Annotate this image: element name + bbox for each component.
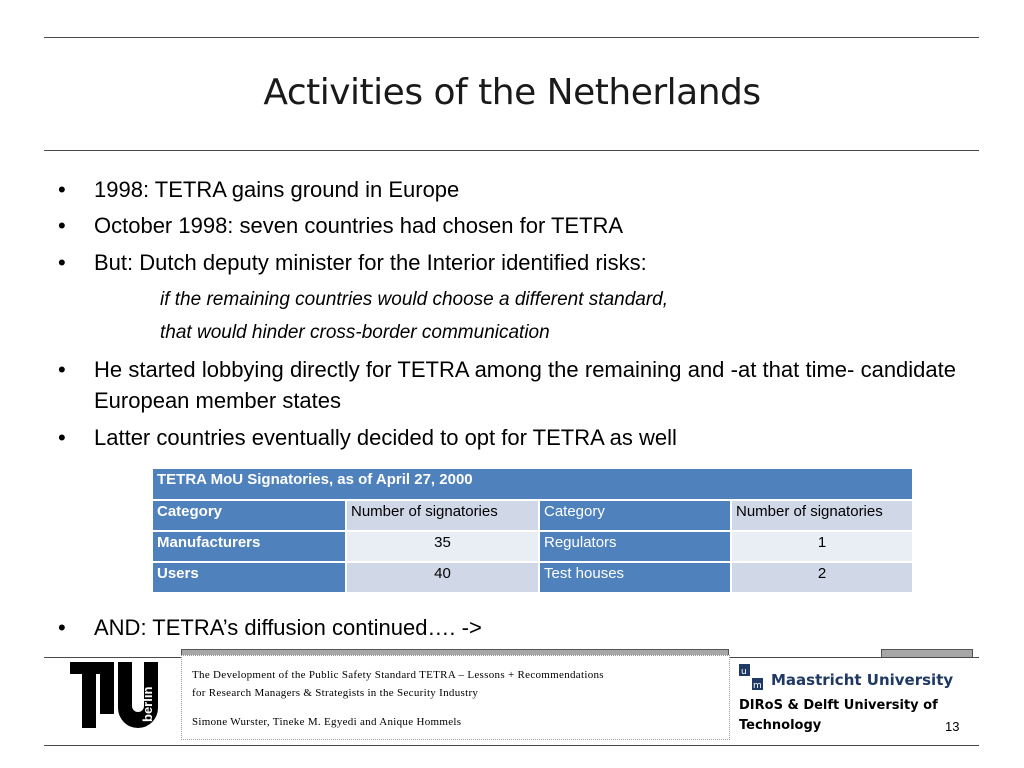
footer-title-line: for Research Managers & Strategists in the Security Industry — [192, 687, 479, 699]
title-rule — [44, 150, 979, 151]
table-row — [152, 562, 913, 593]
table-header-row — [152, 500, 913, 531]
signatories-table — [151, 467, 914, 594]
bullet-text: 1998: TETRA gains ground in Europe — [94, 177, 460, 202]
slide-title: Activities of the Netherlands — [263, 72, 761, 113]
table-row — [152, 531, 913, 562]
bullet-dot: • — [58, 213, 66, 238]
bullet-dot: • — [58, 615, 66, 640]
bullet-dot: • — [58, 177, 66, 202]
footer-title-line: The Development of the Public Safety Standard TETRA – Lessons + Recommendations — [192, 669, 604, 681]
footer-bottom-rule — [44, 745, 979, 746]
table-caption: TETRA MoU Signatories, as of April 27, 2000 — [152, 468, 913, 500]
svg-text:m: m — [753, 681, 762, 690]
table-header-cell: Number of signatories — [346, 500, 539, 531]
affiliation: DIRoS & Delft University of Technology — [739, 698, 938, 733]
top-rule — [44, 37, 979, 38]
bullet-dot: • — [58, 250, 66, 275]
bullet-dot: • — [58, 357, 66, 382]
table-cell: Users — [152, 562, 346, 593]
table-cell: 1 — [731, 531, 913, 562]
maastricht-logo-icon — [739, 664, 763, 690]
italic-note: that would hinder cross-border communication — [160, 322, 550, 343]
table-header-cell: Category — [152, 500, 346, 531]
table-cell: Regulators — [539, 531, 731, 562]
table-caption-row — [152, 468, 913, 500]
footer-tab — [881, 649, 973, 657]
table-header-cell: Number of signatories — [731, 500, 913, 531]
table-cell: Manufacturers — [152, 531, 346, 562]
table-cell: 2 — [731, 562, 913, 593]
university-name: Maastricht University — [771, 671, 954, 689]
bullet-text: He started lobbying directly for TETRA among the remaining and -at that time- candidate European member states — [94, 357, 956, 413]
table-cell: 35 — [346, 531, 539, 562]
table-header-cell: Category — [539, 500, 731, 531]
tu-berlin-logo — [70, 662, 166, 737]
page-number: 13 — [945, 719, 960, 734]
italic-note: if the remaining countries would choose a different standard, — [160, 289, 669, 310]
bullet-text: AND: TETRA’s diffusion continued…. -> — [94, 615, 482, 640]
footer-authors: Simone Wurster, Tineke M. Egyedi and Anique Hommels — [192, 716, 462, 728]
bullet-text: But: Dutch deputy minister for the Interior identified risks: — [94, 250, 647, 275]
bullet-dot: • — [58, 425, 66, 450]
table-cell: 40 — [346, 562, 539, 593]
svg-text:u: u — [741, 667, 747, 677]
table-cell: Test houses — [539, 562, 731, 593]
bullet-text: October 1998: seven countries had chosen for TETRA — [94, 213, 624, 238]
bullet-text: Latter countries eventually decided to opt for TETRA as well — [94, 425, 677, 450]
tu-logo-text: berlin — [140, 686, 155, 722]
